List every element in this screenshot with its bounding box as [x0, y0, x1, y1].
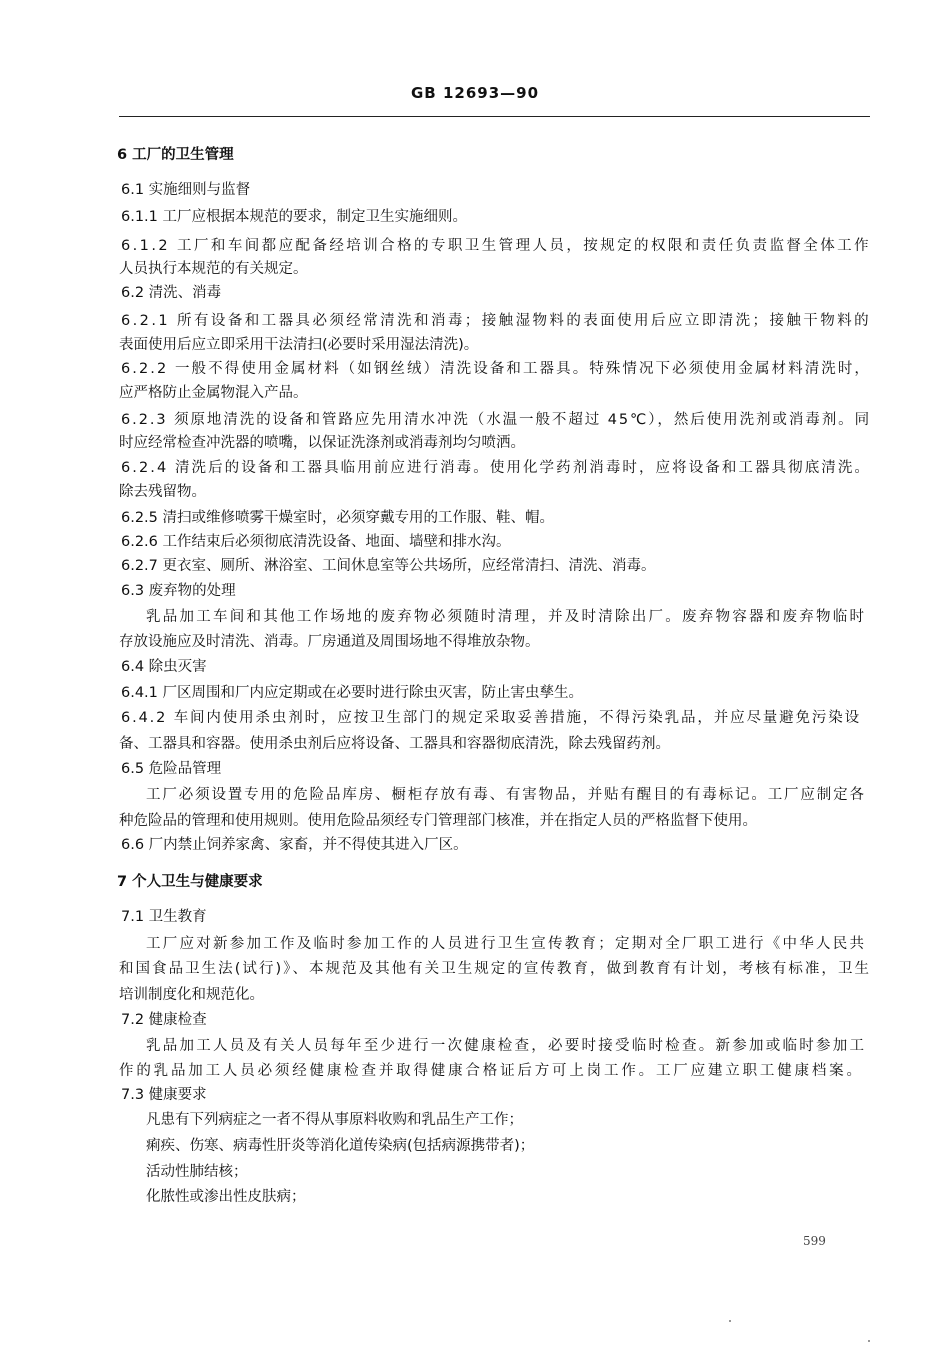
text-line: 6.1.2 工厂和车间都应配备经培训合格的专职卫生管理人员，按规定的权限和责任负责监督全体工作: [121, 238, 871, 254]
scan-speck: [868, 1340, 870, 1342]
text-line: 表面使用后应立即采用干法清扫(必要时采用湿法清洗)。: [119, 337, 479, 353]
page-number: 599: [803, 1234, 826, 1248]
text-line: 凡患有下列病症之一者不得从事原料收购和乳品生产工作；: [146, 1112, 523, 1128]
text-line: 7.2 健康检查: [121, 1012, 207, 1028]
text-line: 乳品加工车间和其他工作场地的废弃物必须随时清理，并及时清除出厂。废弃物容器和废弃物临时: [146, 609, 867, 625]
text-line: 时应经常检查冲洗器的喷嘴，以保证洗涤剂或消毒剂均匀喷洒。: [119, 435, 525, 451]
text-line: 6.2.6 工作结束后必须彻底清洗设备、地面、墙壁和排水沟。: [121, 534, 511, 550]
text-line: 作的乳品加工人员必须经健康检查并取得健康合格证后方可上岗工作。工厂应建立职工健康档案。: [119, 1063, 864, 1079]
text-line: 痢疾、伤寒、病毒性肝炎等消化道传染病(包括病源携带者)；: [146, 1138, 535, 1154]
text-line: 6.5 危险品管理: [121, 761, 222, 777]
text-line: 6.2.2 一般不得使用金属材料（如钢丝绒）清洗设备和工器具。特殊情况下必须使用金属材料清洗时，: [121, 361, 871, 377]
text-line: 6.2 清洗、消毒: [121, 285, 222, 301]
text-line: 6.4.2 车间内使用杀虫剂时，应按卫生部门的规定采取妥善措施，不得污染乳品，并应尽量避免污染设: [121, 710, 861, 726]
text-line: 人员执行本规范的有关规定。: [119, 261, 308, 277]
text-line: 活动性肺结核；: [146, 1164, 248, 1180]
text-line: 工厂应对新参加工作及临时参加工作的人员进行卫生宣传教育；定期对全厂职工进行《中华人民共: [146, 936, 867, 952]
text-line: 6.6 厂内禁止饲养家禽、家畜，并不得使其进入厂区。: [121, 837, 468, 853]
text-line: 除去残留物。: [119, 484, 206, 500]
section-heading: 7 个人卫生与健康要求: [117, 874, 263, 890]
text-line: 6.2.1 所有设备和工器具必须经常清洗和消毒；接触湿物料的表面使用后应立即清洗；接触干物料的: [121, 313, 871, 329]
text-line: 6.3 废弃物的处理: [121, 583, 236, 599]
section-heading: 6 工厂的卫生管理: [117, 147, 234, 163]
text-line: 6.2.7 更衣室、厕所、淋浴室、工间休息室等公共场所，应经常清扫、清洗、消毒。: [121, 558, 656, 574]
text-line: 6.2.5 清扫或维修喷雾干燥室时，必须穿戴专用的工作服、鞋、帽。: [121, 510, 555, 526]
text-line: 7.3 健康要求: [121, 1087, 207, 1103]
text-line: 6.4.1 厂区周围和厂内应定期或在必要时进行除虫灭害，防止害虫孳生。: [121, 685, 584, 701]
scan-speck: [729, 1320, 731, 1322]
text-line: 种危险品的管理和使用规则。使用危险品须经专门管理部门核准，并在指定人员的严格监督下使用。: [119, 813, 757, 829]
text-line: 工厂必须设置专用的危险品库房、橱柜存放有毒、有害物品，并贴有醒目的有毒标记。工厂应制定各: [146, 787, 866, 803]
text-line: 7.1 卫生教育: [121, 909, 207, 925]
text-line: 备、工器具和容器。使用杀虫剂后应将设备、工器具和容器彻底清洗，除去残留药剂。: [119, 736, 670, 752]
text-line: 6.1.1 工厂应根据本规范的要求，制定卫生实施细则。: [121, 209, 468, 225]
text-line: 6.2.4 清洗后的设备和工器具临用前应进行消毒。使用化学药剂消毒时，应将设备和工器具彻底清洗。: [121, 460, 871, 476]
text-line: 乳品加工人员及有关人员每年至少进行一次健康检查，必要时接受临时检查。新参加或临时参加工: [146, 1038, 867, 1054]
text-line: 和国食品卫生法(试行)》、本规范及其他有关卫生规定的宣传教育，做到教育有计划，考核有标准，卫生: [119, 961, 872, 977]
text-line: 化脓性或渗出性皮肤病；: [146, 1189, 306, 1205]
text-line: 6.4 除虫灭害: [121, 659, 207, 675]
text-line: 6.2.3 须原地清洗的设备和管路应先用清水冲洗（水温一般不超过 45℃），然后使用洗剂或消毒剂。同: [121, 412, 871, 428]
text-line: 6.1 实施细则与监督: [121, 182, 251, 198]
header-rule: [119, 116, 870, 117]
text-line: 培训制度化和规范化。: [119, 987, 264, 1003]
text-line: 存放设施应及时清洗、消毒。厂房通道及周围场地不得堆放杂物。: [119, 634, 540, 650]
page-header: GB 12693—90: [410, 84, 540, 102]
text-line: 应严格防止金属物混入产品。: [119, 385, 308, 401]
